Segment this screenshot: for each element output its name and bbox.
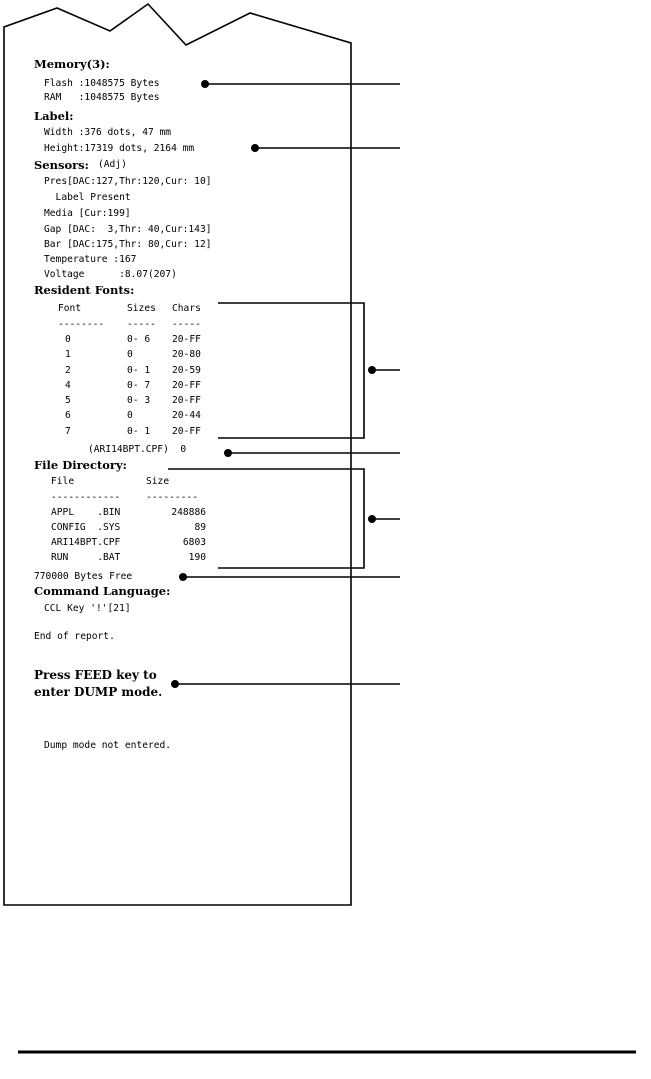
sensor-line: Pres[DAC:127,Thr:120,Cur: 10]: [44, 176, 212, 187]
font-sizes: 0: [127, 410, 133, 421]
sensor-line: Media [Cur:199]: [44, 208, 131, 219]
memory-heading: Memory(3):: [34, 57, 110, 71]
sensor-line: Voltage :8.07(207): [44, 269, 177, 280]
font-id: 4: [65, 380, 71, 391]
font-id: 0: [65, 334, 71, 345]
font-id: 1: [65, 349, 71, 360]
font-sizes: 0- 3: [127, 395, 151, 406]
font-chars: 20-FF: [172, 380, 201, 391]
separator: ------------: [51, 492, 121, 503]
file-name: APPL .BIN: [51, 507, 121, 518]
sensors-adj: (Adj): [98, 159, 127, 170]
sensors-heading: Sensors:: [34, 158, 89, 172]
sensor-line: Label Present: [44, 192, 131, 203]
ram-line: RAM :1048575 Bytes: [44, 92, 160, 103]
callout-dot: [171, 680, 179, 688]
font-sizes: 0- 7: [127, 380, 151, 391]
file-size: 248886: [171, 507, 206, 518]
font-id: 5: [65, 395, 71, 406]
separator: --------: [58, 319, 105, 330]
command-language-heading: Command Language:: [34, 584, 171, 598]
dump-mode-line: Dump mode not entered.: [44, 740, 172, 751]
font-id: 7: [65, 426, 71, 437]
feed-line-2: enter DUMP mode.: [34, 685, 163, 699]
fonts-heading: Resident Fonts:: [34, 283, 135, 297]
sensor-line: Bar [DAC:175,Thr: 80,Cur: 12]: [44, 239, 212, 250]
font-chars: 20-44: [172, 410, 201, 421]
separator: -----: [127, 319, 156, 330]
label-heading: Label:: [34, 109, 74, 123]
callout-dot: [251, 144, 259, 152]
file-size: 6803: [182, 537, 206, 548]
label-width-line: Width :376 dots, 47 mm: [44, 127, 172, 138]
callout-dot: [368, 515, 376, 523]
font-chars: 20-80: [172, 349, 201, 360]
font-chars: 20-59: [172, 365, 201, 376]
file-name: ARI14BPT.CPF: [51, 537, 121, 548]
font-id: 2: [65, 365, 71, 376]
bytes-free-line: 770000 Bytes Free: [34, 571, 133, 582]
separator: ---------: [146, 492, 198, 503]
font-extra-line: (ARI14BPT.CPF) 0: [88, 444, 187, 455]
separator: -----: [172, 319, 201, 330]
col-file: File: [51, 476, 75, 487]
file-directory-heading: File Directory:: [34, 458, 127, 472]
font-sizes: 0- 1: [127, 365, 151, 376]
col-size: Size: [146, 476, 170, 487]
ccl-key-line: CCL Key '!'[21]: [44, 603, 131, 614]
sensor-line: Temperature :167: [44, 254, 137, 265]
file-size: 89: [194, 522, 206, 533]
end-of-report: End of report.: [34, 631, 115, 642]
file-name: RUN .BAT: [51, 552, 121, 563]
feed-line-1: Press FEED key to: [34, 668, 157, 682]
callout-dot: [368, 366, 376, 374]
font-sizes: 0- 1: [127, 426, 151, 437]
flash-line: Flash :1048575 Bytes: [44, 78, 160, 89]
file-size: 190: [188, 552, 206, 563]
col-sizes: Sizes: [127, 303, 156, 314]
font-sizes: 0- 6: [127, 334, 151, 345]
font-chars: 20-FF: [172, 334, 201, 345]
label-height-line: Height:17319 dots, 2164 mm: [44, 143, 195, 154]
font-id: 6: [65, 410, 71, 421]
col-chars: Chars: [172, 303, 201, 314]
col-font: Font: [58, 303, 82, 314]
font-chars: 20-FF: [172, 395, 201, 406]
font-sizes: 0: [127, 349, 133, 360]
callout-dot: [201, 80, 209, 88]
font-chars: 20-FF: [172, 426, 201, 437]
file-name: CONFIG .SYS: [51, 522, 121, 533]
sensor-line: Gap [DAC: 3,Thr: 40,Cur:143]: [44, 224, 212, 235]
